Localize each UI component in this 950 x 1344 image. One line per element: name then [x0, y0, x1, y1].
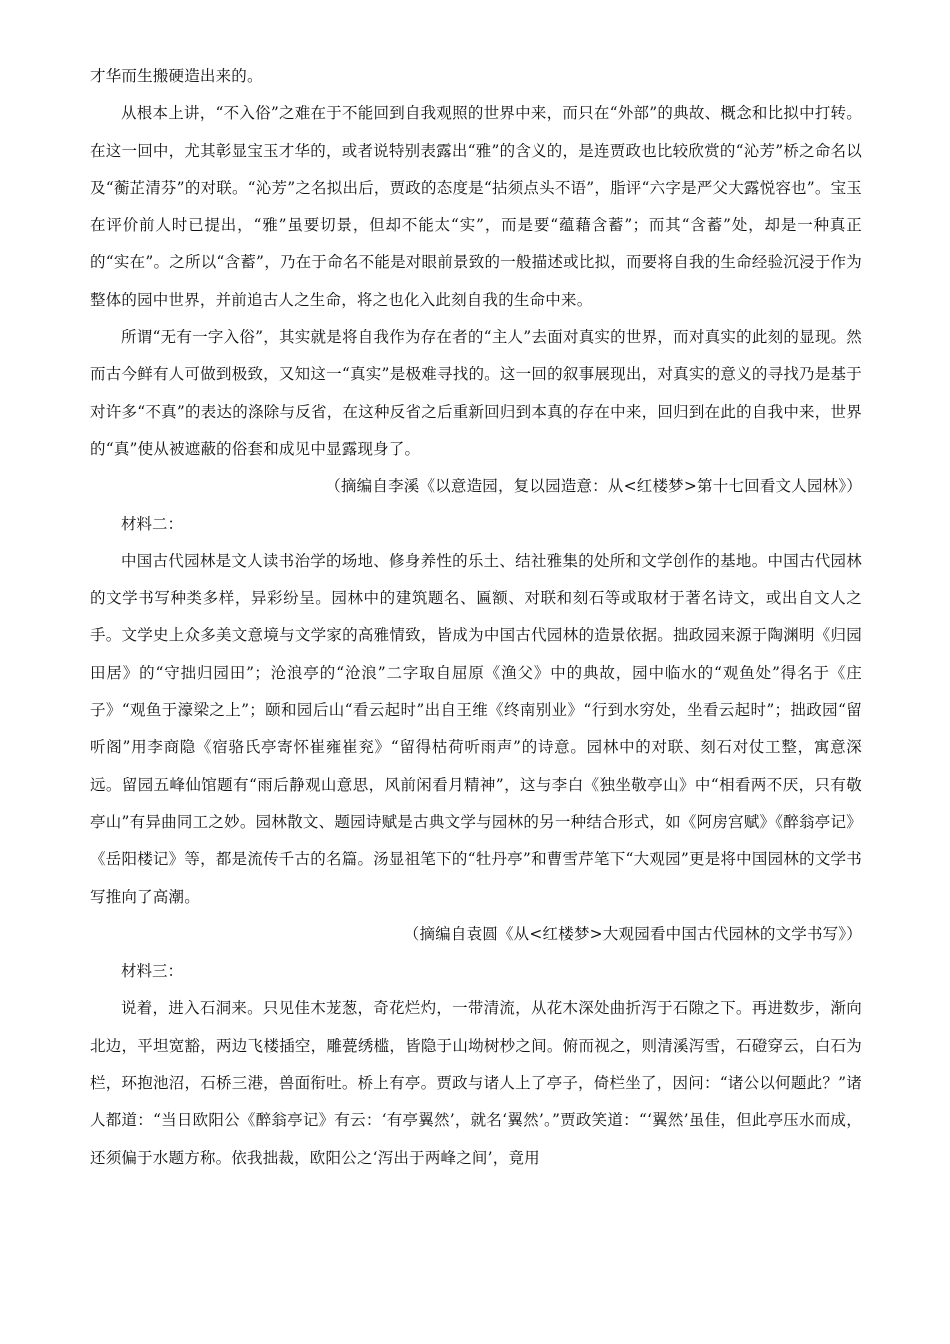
material1-source-citation: （摘编自李溪《以意造园，复以园造意：从<红楼梦>第十七回看文人园林》）	[325, 477, 862, 496]
material3-paragraph: 说着，进入石洞来。只见佳木茏葱，奇花烂灼，一带清流，从花木深处曲折泻于石隙之下。再进数步，渐向北边，平坦宽豁，两边飞楼插空，雕甍绣槛，皆隐于山坳树杪之间。俯而视之，则清溪泻雪，石磴穿云，白石为栏，环抱池沼，石桥三港，兽面衔吐。桥上有亭。贾政与诸人上了亭子，倚栏坐了，因问：“诸公以何题此？”诸人都道：“当日欧阳公《醉翁亭记》有云：‘有亭翼然’，就名‘翼然’。”贾政笑道：“‘翼然’虽佳，但此亭压水而成，还须偏于水题方称。依我拙裁，欧阳公之‘泻出于两峰之间’，竟用	[90, 999, 862, 1167]
document-page	[90, 58, 862, 1177]
material2-paragraph: 中国古代园林是文人读书治学的场地、修身养性的乐土、结社雅集的处所和文学创作的基地。中国古代园林的文学书写种类多样，异彩纷呈。园林中的建筑题名、匾额、对联和刻石等或取材于著名诗文，或出自文人之手。文学史上众多美文意境与文学家的高雅情致，皆成为中国古代园林的造景依据。拙政园来源于陶渊明《归园田居》的“守拙归园田”；沧浪亭的“沧浪”二字取自屈原《渔父》中的典故，园中临水的“观鱼处”得名于《庄子》“观鱼于濠梁之上”；颐和园后山“看云起时”出自王维《终南别业》“行到水穷处，坐看云起时”；拙政园“留听阁”用李商隐《宿骆氏亭寄怀崔雍崔兖》“留得枯荷听雨声”的诗意。园林中的对联、刻石对仗工整，寓意深远。留园五峰仙馆题有“雨后静观山意思，风前闲看月精神”，这与李白《独坐敬亭山》中“相看两不厌，只有敬亭山”有异曲同工之妙。园林散文、题园诗赋是古典文学与园林的另一种结合形式，如《阿房宫赋》《醉翁亭记》《岳阳楼记》等，都是流传千古的名篇。汤显祖笔下的“牡丹亭”和曹雪芹笔下“大观园”更是将中国园林的文学书写推向了高潮。	[90, 551, 862, 906]
material2-source-citation: （摘编自袁圆《从<红楼梦>大观园看中国古代园林的文学书写》）	[403, 924, 862, 943]
material1-paragraph-1: 从根本上讲，“不入俗”之难在于不能回到自我观照的世界中来，而只在“外部”的典故、概念和比拟中打转。在这一回中，尤其彰显宝玉才华的，或者说特别表露出“雅”的含义的，是连贾政也比较欣赏的“沁芳”桥之命名以及“蘅芷清芬”的对联。“沁芳”之名拟出后，贾政的态度是“拈须点头不语”，脂评“六字是严父大露悦容也”。宝玉在评价前人时已提出，“雅”虽要切景，但却不能太“实”，而是要“蕴藉含蓄”；而其“含蓄”处，却是一种真正的“实在”。之所以“含蓄”，乃在于命名不能是对眼前景致的一般描述或比拟，而要将自我的生命经验沉浸于作为整体的园中世界，并前追古人之生命，将之也化入此刻自我的生命中来。	[90, 104, 862, 309]
material3-heading: 材料三：	[121, 962, 184, 981]
material2-heading: 材料二：	[121, 514, 184, 533]
continuation-text: 才华而生搬硬造出来的。	[90, 67, 263, 85]
material1-paragraph-2: 所谓“无有一字入俗”，其实就是将自我作为存在者的“主人”去面对真实的世界，而对真实的此刻的显现。然而古今鲜有人可做到极致，又知这一“真实”是极难寻找的。这一回的叙事展现出，对真实的意义的寻找乃是基于对许多“不真”的表达的涤除与反省，在这种反省之后重新回归到本真的存在中来，回归到在此的自我中来，世界的“真”使从被遮蔽的俗套和成见中显露现身了。	[90, 328, 862, 458]
